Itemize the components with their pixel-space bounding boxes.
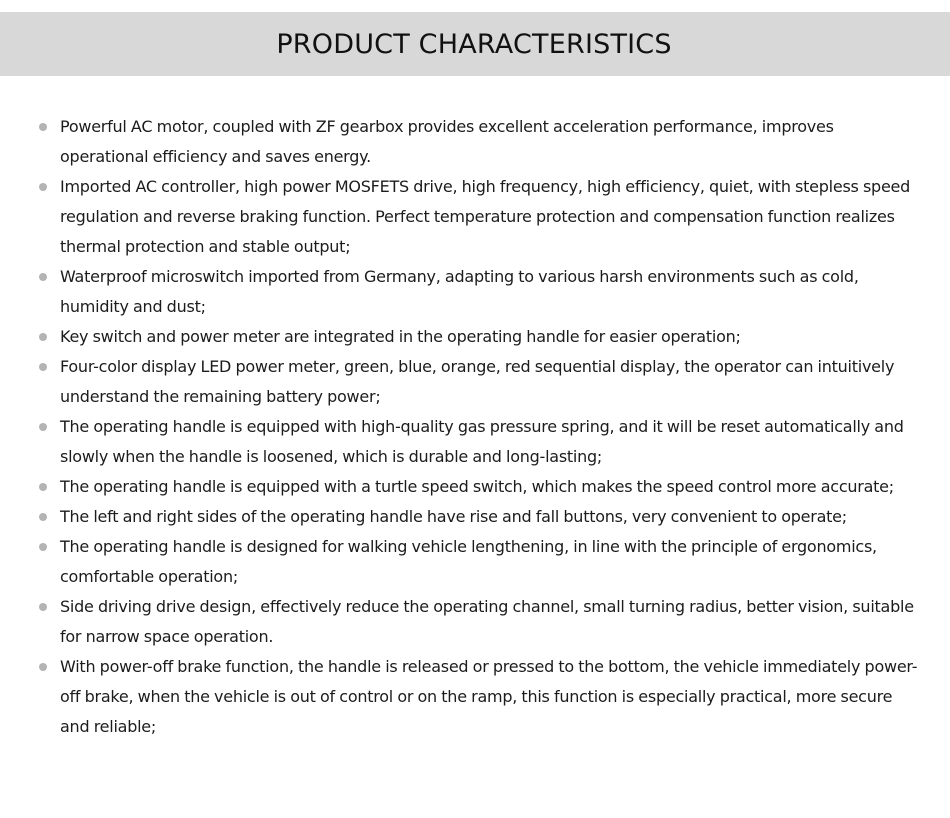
header-bar	[0, 12, 950, 76]
list-item-text: Powerful AC motor, coupled with ZF gearbox provides excellent acceleration performance, improves operational efficiency and saves energy.	[60, 117, 834, 166]
characteristics-list	[0, 112, 950, 742]
list-item	[0, 412, 950, 472]
list-item-text: Imported AC controller, high power MOSFETS drive, high frequency, high efficiency, quiet, with stepless speed regulation and reverse braking function. Perfect temperature protection and compensation function realizes thermal protection and stable output;	[60, 177, 911, 256]
list-item	[0, 532, 950, 592]
bullet-icon	[39, 483, 47, 491]
list-item	[0, 472, 950, 502]
list-item-text: Waterproof microswitch imported from Germany, adapting to various harsh environments such as cold, humidity and dust;	[60, 267, 859, 316]
bullet-icon	[39, 603, 47, 611]
bullet-icon	[39, 543, 47, 551]
list-item	[0, 502, 950, 532]
bullet-icon	[39, 513, 47, 521]
list-item	[0, 262, 950, 322]
list-item-text: Side driving drive design, effectively reduce the operating channel, small turning radius, better vision, suitable for narrow space operation.	[60, 597, 914, 646]
list-item-text: Key switch and power meter are integrated in the operating handle for easier operation;	[60, 327, 741, 346]
list-item	[0, 172, 950, 262]
list-item-text: The operating handle is equipped with a turtle speed switch, which makes the speed control more accurate;	[60, 477, 894, 496]
bullet-icon	[39, 663, 47, 671]
bullet-icon	[39, 183, 47, 191]
list-item-text: The left and right sides of the operating handle have rise and fall buttons, very convenient to operate;	[60, 507, 847, 526]
list-item	[0, 652, 950, 742]
list-item-text: The operating handle is designed for walking vehicle lengthening, in line with the principle of ergonomics, comfortable operation;	[60, 537, 877, 586]
list-item-text: Four-color display LED power meter, green, blue, orange, red sequential display, the operator can intuitively understand the remaining battery power;	[60, 357, 895, 406]
list-item	[0, 352, 950, 412]
list-item-text: With power-off brake function, the handle is released or pressed to the bottom, the vehicle immediately power-off brake, when the vehicle is out of control or on the ramp, this function is especially practical, more secure and reliable;	[60, 657, 918, 736]
list-item	[0, 592, 950, 652]
list-item	[0, 322, 950, 352]
bullet-icon	[39, 333, 47, 341]
bullet-icon	[39, 363, 47, 371]
bullet-icon	[39, 273, 47, 281]
list-item	[0, 112, 950, 172]
page-title: PRODUCT CHARACTERISTICS	[276, 28, 672, 60]
list-item-text: The operating handle is equipped with high-quality gas pressure spring, and it will be reset automatically and slowly when the handle is loosened, which is durable and long-lasting;	[60, 417, 904, 466]
bullet-icon	[39, 123, 47, 131]
bullet-icon	[39, 423, 47, 431]
